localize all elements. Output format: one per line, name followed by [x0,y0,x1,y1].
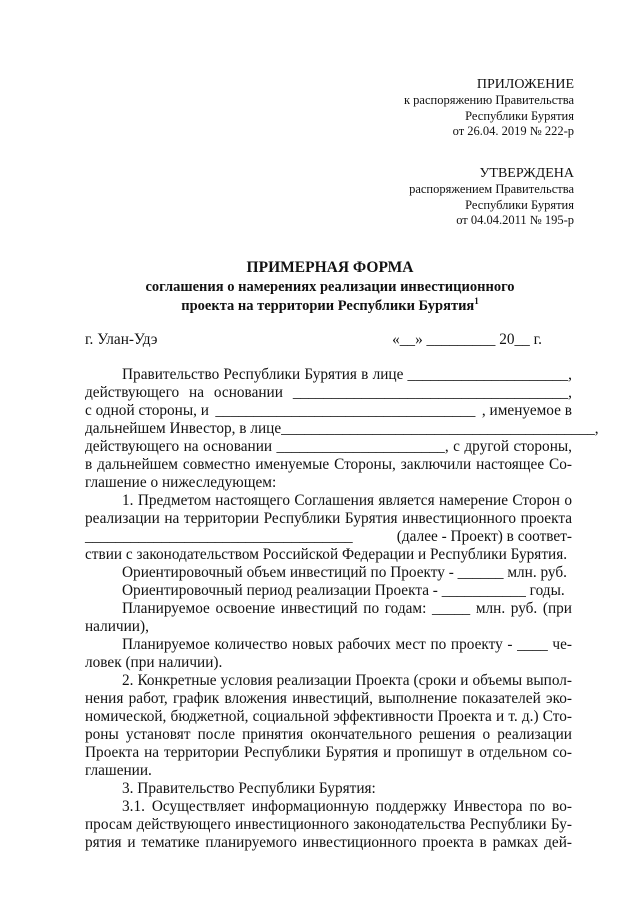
body-line-segment: ___________________________________ [85,528,353,545]
body-line-text: Правительство Республики Бурятия в лице _____________________, [122,366,572,383]
approved-line: от 04.04.2011 № 195-р [456,213,574,228]
body-line-segment: __________________________________ [215,402,476,419]
body-line-text: 3.1. Осуществляет информационную поддержку Инвестора по во- [122,798,572,815]
body-line-text: рятия и тематике планируемого инвестиционного проекта в рамках дей- [85,834,572,851]
body-line [85,384,572,402]
place-date-line [85,331,572,349]
appendix-line: от 26.04. 2019 № 222-р [452,124,574,139]
body-line-text: глашение о нижеследующем: [85,474,277,491]
appendix-title: ПРИЛОЖЕНИЕ [476,77,574,92]
body-line-text: Проекта на территории Республики Бурятия и пропишут в отдельном со- [85,744,572,761]
approved-line: распоряжением Правительства [409,182,574,196]
body-line [85,402,572,420]
title-line-3-text: проекта на территории Республики Бурятия [181,298,475,314]
body-line [85,510,572,528]
body-line [85,708,572,726]
body-line [85,744,572,762]
body-line [85,438,572,456]
body-line [85,600,572,618]
approved-block [409,165,574,229]
body-line [85,636,572,654]
body-line [85,474,572,492]
appendix-block [404,76,574,140]
footnote-mark: 1 [474,296,479,307]
body-line-text: 3. Правительство Республики Бурятия: [122,780,376,797]
body-line [85,816,572,834]
body-line-text: Ориентировочный период реализации Проекта - ___________ годы. [122,582,565,599]
body-line-text: Планируемое количество новых рабочих мест по проекту - ____ че- [122,636,572,653]
body-line [85,420,599,438]
appendix-line: к распоряжению Правительства [403,93,574,107]
date-field: «__» _________ 20__ г. [392,331,542,348]
document-title [90,258,570,316]
body-line [85,672,572,690]
body-line-text: ловек (при наличии). [85,654,223,671]
body-line-text: просам действующего инвестиционного законодательства Республики Бу- [85,816,572,833]
body-line-segment: с одной стороны, и [85,402,209,419]
body-line-text: Ориентировочный объем инвестиций по Проекту - ______ млн. руб. [122,564,567,581]
city: г. Улан-Удэ [85,331,158,348]
body-line-text: в дальнейшем совместно именуемые Стороны, заключили настоящее Со- [85,456,572,473]
body-line [85,726,572,744]
body-line [85,780,572,798]
body-line [85,798,572,816]
body-line-segment: ____________________________________, [319,420,599,437]
body-line [85,618,572,636]
body-line-text: действующего на основании ______________________, с другой стороны, [85,438,572,455]
title-line-1: ПРИМЕРНАЯ ФОРМА [246,259,414,276]
body-line [85,762,572,780]
body-line-text: глашении. [85,762,152,779]
body-line-text: 1. Предметом настоящего Соглашения является намерение Сторон о [122,492,572,509]
body-line-segment: , именуемое в [481,402,572,419]
title-line-3 [90,297,570,316]
body-line-text: ствии с законодательством Российской Федерации и Республики Бурятия. [85,546,568,563]
body-line-text: реализации на территории Республики Бурятия инвестиционного проекта [85,510,572,527]
approved-title: УТВЕРЖДЕНА [479,166,574,181]
body-line [85,834,572,852]
body-line-text: наличии), [85,618,149,635]
appendix-line: Республики Бурятия [465,108,574,123]
body-line [85,564,572,582]
body-line-text: роны установят после принятия окончательного решения о реализации [85,726,572,743]
body-line-text: действующего на основании ____________________________________, [85,384,572,401]
body-line [85,528,572,546]
body-line-segment: (далее - Проект) в соответ- [396,528,572,545]
body-line-text: нения работ, график вложения инвестиций, выполнение показателей эко- [85,690,572,707]
body-line [85,492,572,510]
body-line-text: Планируемое освоение инвестиций по годам: _____ млн. руб. (при [122,600,572,617]
body-line-text: номической, бюджетной, социальной эффективности Проекта и т. д.) Сто- [85,708,572,725]
title-line-2: соглашения о намерениях реализации инвестиционного [145,279,515,295]
body-line [85,366,572,384]
body-line [85,654,572,672]
approved-line: Республики Бурятия [465,197,574,212]
body-line-segment: дальнейшем Инвестор, в лице_____ [85,420,320,437]
body-line [85,456,572,474]
body-line [85,582,572,600]
body-line [85,690,572,708]
body-line [85,546,572,564]
body-line-text: 2. Конкретные условия реализации Проекта (сроки и объемы выпол- [122,672,572,689]
